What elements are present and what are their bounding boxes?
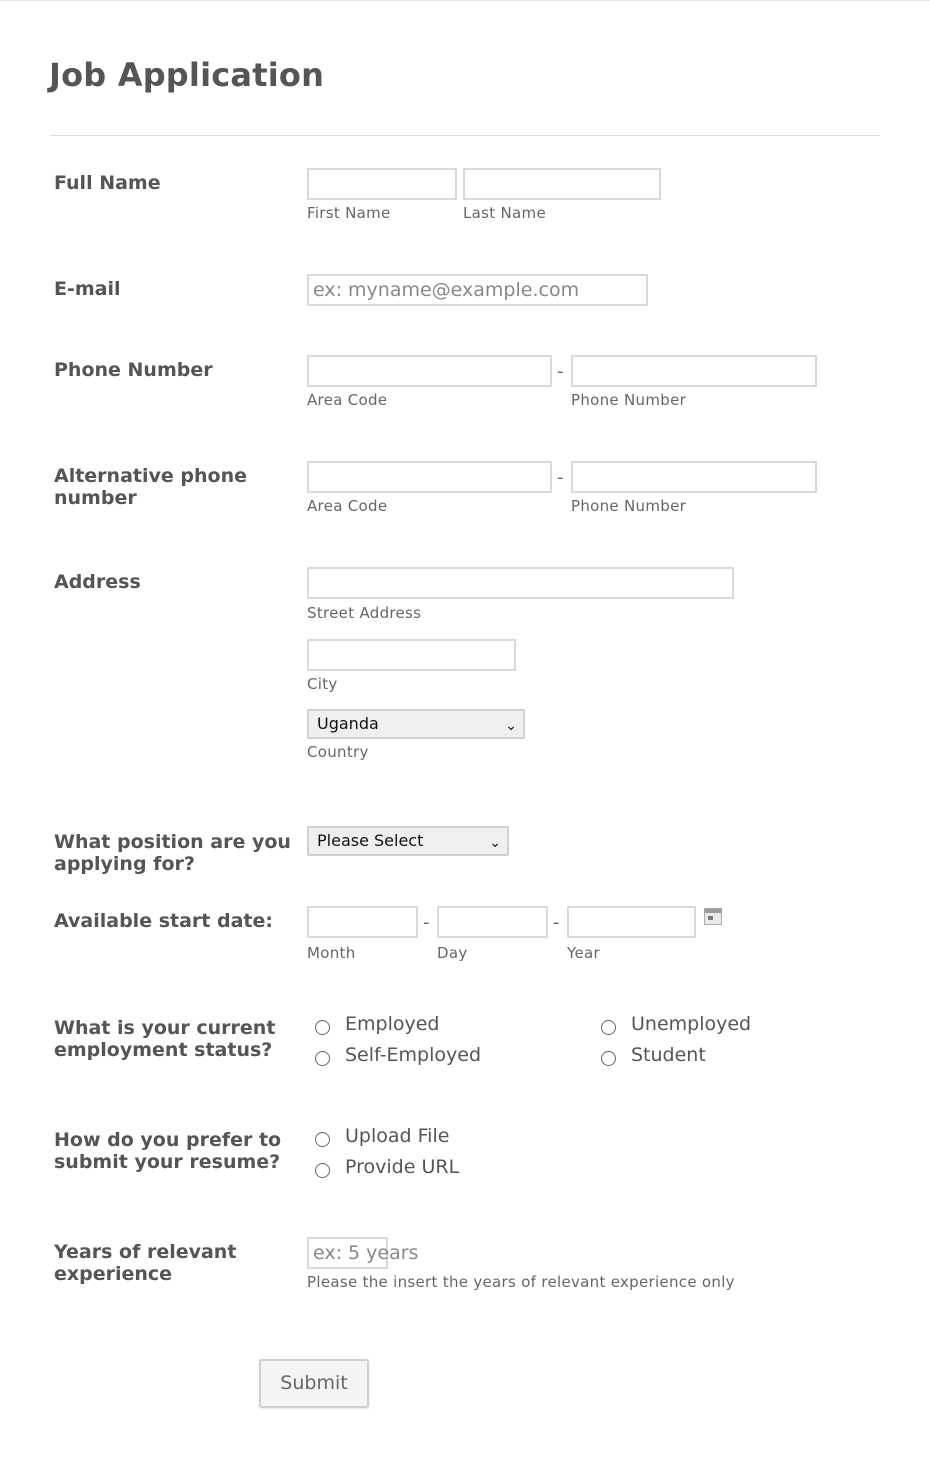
radio-upload-file[interactable] bbox=[315, 1132, 330, 1147]
phone-number-sublabel: Phone Number bbox=[571, 391, 687, 409]
street-address-input[interactable] bbox=[307, 567, 734, 599]
radio-label-unemployed: Unemployed bbox=[631, 1013, 752, 1035]
alt-phone-label: Alternative phone number bbox=[54, 465, 247, 509]
city-sublabel: City bbox=[307, 675, 338, 693]
position-select[interactable] bbox=[307, 826, 509, 856]
start-month-input[interactable] bbox=[307, 906, 418, 938]
day-sublabel: Day bbox=[437, 944, 468, 962]
radio-unemployed[interactable] bbox=[601, 1020, 616, 1035]
phone-area-sublabel: Area Code bbox=[307, 391, 388, 409]
alt-phone-area-sublabel: Area Code bbox=[307, 497, 388, 515]
calendar-icon[interactable] bbox=[704, 908, 722, 925]
radio-label-provide-url: Provide URL bbox=[345, 1156, 460, 1178]
phone-area-code-input[interactable] bbox=[307, 355, 552, 387]
chevron-down-icon: ⌄ bbox=[505, 718, 517, 734]
street-address-sublabel: Street Address bbox=[307, 604, 422, 622]
title-divider bbox=[50, 135, 880, 136]
radio-label-employed: Employed bbox=[345, 1013, 440, 1035]
page-title: Job Application bbox=[49, 56, 325, 94]
start-year-input[interactable] bbox=[567, 906, 696, 938]
phone-label: Phone Number bbox=[54, 359, 213, 381]
radio-student[interactable] bbox=[601, 1051, 616, 1066]
country-sublabel: Country bbox=[307, 743, 369, 761]
last-name-sublabel: Last Name bbox=[463, 204, 546, 222]
radio-provide-url[interactable] bbox=[315, 1163, 330, 1178]
radio-label-self-employed: Self-Employed bbox=[345, 1044, 482, 1066]
radio-self-employed[interactable] bbox=[315, 1051, 330, 1066]
last-name-input[interactable] bbox=[463, 168, 661, 200]
start-date-label: Available start date: bbox=[54, 910, 273, 932]
address-label: Address bbox=[54, 571, 141, 593]
month-sublabel: Month bbox=[307, 944, 356, 962]
radio-employed[interactable] bbox=[315, 1020, 330, 1035]
city-input[interactable] bbox=[307, 639, 516, 671]
year-sublabel: Year bbox=[567, 944, 600, 962]
radio-label-upload-file: Upload File bbox=[345, 1125, 450, 1147]
position-label: What position are you applying for? bbox=[54, 831, 291, 875]
experience-label: Years of relevant experience bbox=[54, 1241, 237, 1285]
resume-method-label: How do you prefer to submit your resume? bbox=[54, 1129, 282, 1173]
full-name-label: Full Name bbox=[54, 172, 161, 194]
employment-status-label: What is your current employment status? bbox=[54, 1017, 276, 1061]
alt-phone-number-sublabel: Phone Number bbox=[571, 497, 687, 515]
country-selected-value: Uganda bbox=[317, 714, 379, 733]
date-separator: - bbox=[553, 912, 560, 933]
position-selected-value: Please Select bbox=[317, 831, 424, 850]
first-name-input[interactable] bbox=[307, 168, 457, 200]
first-name-sublabel: First Name bbox=[307, 204, 391, 222]
experience-input[interactable]: ex: 5 years bbox=[307, 1237, 388, 1269]
email-input[interactable]: ex: myname@example.com bbox=[307, 274, 648, 306]
date-separator: - bbox=[423, 912, 430, 933]
alt-phone-area-code-input[interactable] bbox=[307, 461, 552, 493]
radio-label-student: Student bbox=[631, 1044, 706, 1066]
email-label: E-mail bbox=[54, 278, 121, 300]
phone-number-input[interactable] bbox=[571, 355, 817, 387]
top-border bbox=[0, 0, 930, 1]
alt-phone-number-input[interactable] bbox=[571, 461, 817, 493]
alt-phone-separator: - bbox=[557, 467, 564, 488]
submit-button[interactable]: Submit bbox=[259, 1359, 369, 1408]
phone-separator: - bbox=[557, 361, 564, 382]
chevron-down-icon: ⌄ bbox=[489, 835, 501, 851]
country-select[interactable] bbox=[307, 709, 525, 739]
start-day-input[interactable] bbox=[437, 906, 548, 938]
experience-help-text: Please the insert the years of relevant experience only bbox=[307, 1273, 735, 1291]
